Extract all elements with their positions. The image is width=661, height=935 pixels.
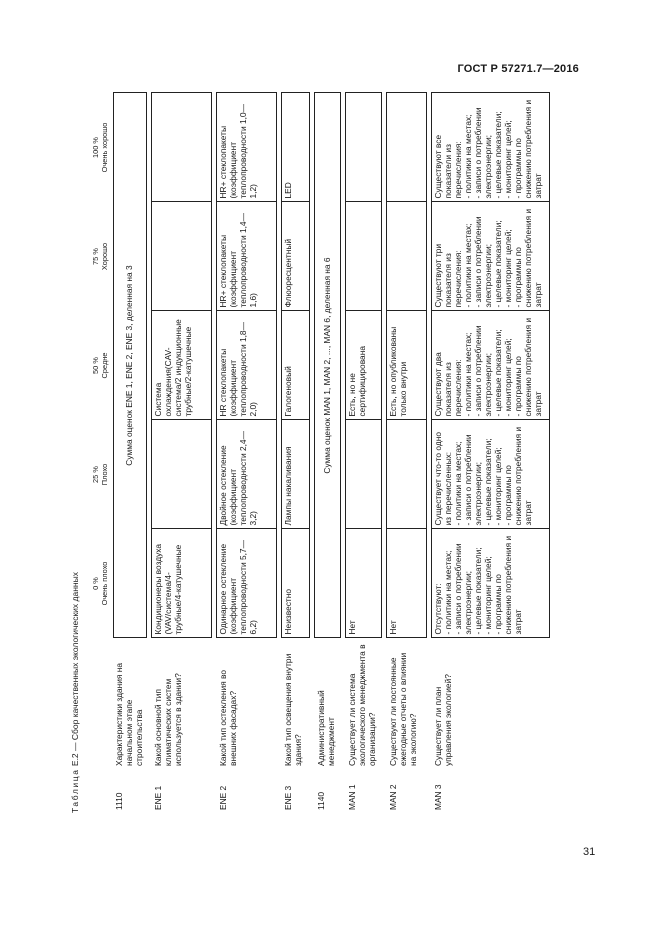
caption-text: Е.2 — Сбор качественных экологических данных [70,572,80,767]
row-question: Существует ли система экологического менеджмента в организации? [346,644,377,766]
option-cell: Двойное остекление (коэффициент теплопроводности 2,4—3,2) [217,420,277,529]
header-score-25 [90,420,113,529]
row-question: Какой тип остекления во внешних фасадах? [217,669,238,766]
option-cell [152,202,212,311]
score-label: Плохо [99,463,109,486]
header-score-0 [90,529,113,638]
row-question: Характеристики здания на начальном этапе строительства [114,662,145,766]
row-question: Какой основной тип климатических систем используется в здании? [152,673,183,766]
option-cell: Существуют два показателя из перечисления: - политики на местах; - записи о потреблении электроэнергии; - целевые показатели; - мониторинг целей; - программы по снижению потребления и затрат [432,311,550,420]
row-code: 1140 [315,791,326,810]
table-row [217,93,277,813]
table-row [282,93,310,813]
table-row [387,93,427,813]
row-code: ENE 1 [152,785,163,810]
option-cell [346,93,382,202]
table-row [346,93,382,813]
row-question: Существуют ли постоянные ежегодные отчеты о влиянии на экологию? [387,652,418,766]
option-cell: HR+ стеклопакеты (коэффициент теплопроводности 1,0—1,2) [217,93,277,202]
option-cell [152,93,212,202]
option-cell: HR стеклопакеты (коэффициент теплопроводности 1,8—2,0) [217,311,277,420]
option-cell: Нет [387,529,427,638]
option-cell: Лампы накаливания [282,420,310,529]
header-question-cell [90,638,113,769]
table-row [152,93,212,813]
option-cell: Существуют все показатели из перечисления: - политики на местах; - записи о потреблении электроэнергии; - целевые показатели; - мониторинг целей; - программы по снижению потребления и затрат [432,93,550,202]
option-cell: Нет [346,529,382,638]
score-value: 0 % [91,577,100,590]
row-code: 1110 [114,792,125,810]
row-question: Существует ли план управления экологией? [432,674,453,766]
option-cell: Есть, но не сертифицирована [346,311,382,420]
eco-data-table [90,93,550,814]
header-code-cell [90,769,113,813]
score-label: Средне [99,352,109,379]
row-question: Административный менеджмент [315,690,336,766]
score-value: 100 % [91,137,100,158]
option-cell [387,93,427,202]
table-row [315,93,341,813]
header-row [90,93,113,813]
row-code: ENE 2 [217,785,228,810]
option-cell: Неизвестно [282,529,310,638]
header-score-100 [90,93,113,202]
score-label: Очень хорошо [99,122,109,173]
header-score-75 [90,202,113,311]
option-cell: Есть, но опубликованы только внутри [387,311,427,420]
option-cell [346,202,382,311]
table-row [113,93,147,813]
option-cell: Система охлаждения(CAV-система/2 индукционные трубные/2-катушечные [152,311,212,420]
row-question: Какой тип освещения внутри здания? [282,653,303,766]
summary-cell: Сумма оценок ENE 1, ENE 2, ENE 3, деленная на 3 [113,93,147,638]
option-cell [387,420,427,529]
page-number: 31 [583,846,596,858]
option-cell: Существует что-то одно из перечисленных: - политики на местах; - записи о потреблении электроэнергии; - целевые показатели; - мониторинг целей; - программы по снижению потребления и затрат [432,420,550,529]
option-cell: Отсутствуют: - политики на местах; - записи о потреблении электроэнергии; - целевые показатели; - мониторинг целей; - программы по снижению потребления и затрат [432,529,550,638]
row-code: ENE 3 [282,785,293,810]
header-score-50 [90,311,113,420]
row-code: MAN 1 [346,784,357,810]
caption-label: Таблица [70,768,80,813]
table-caption [66,572,84,813]
option-cell [387,202,427,311]
option-cell: HR+ стеклопакеты (коэффициент теплопроводности 1,4—1,6) [217,202,277,311]
score-label: Хорошо [99,242,109,271]
rotated-table-area [66,93,566,813]
option-cell: Одинарное остекление (коэффициент теплопроводности 5,7—6,2) [217,529,277,638]
option-cell [152,420,212,529]
option-cell [346,420,382,529]
summary-cell: Сумма оценок MAN 1, MAN 2, ..., MAN 6, деленная на 6 [315,93,341,638]
score-value: 50 % [91,357,100,374]
option-cell: Кондиционеры воздуха (VAV/система/4-трубные/4-катушечные [152,529,212,638]
score-value: 25 % [91,466,100,483]
row-code: MAN 3 [432,784,443,810]
row-code: MAN 2 [387,784,398,810]
standard-code: ГОСТ Р 57271.7—2016 [457,63,579,75]
option-cell: Существуют три показателя из перечисления: - политики на местах; - записи о потреблении электроэнергии; - целевые показатели; - мониторинг целей; - программы по снижению потребления и затрат [432,202,550,311]
table-row [432,93,550,813]
option-cell: Флюоресцентный [282,202,310,311]
option-cell: Галогеновый [282,311,310,420]
option-cell: LED [282,93,310,202]
score-value: 75 % [91,248,100,265]
score-label: Очень плохо [99,561,109,606]
